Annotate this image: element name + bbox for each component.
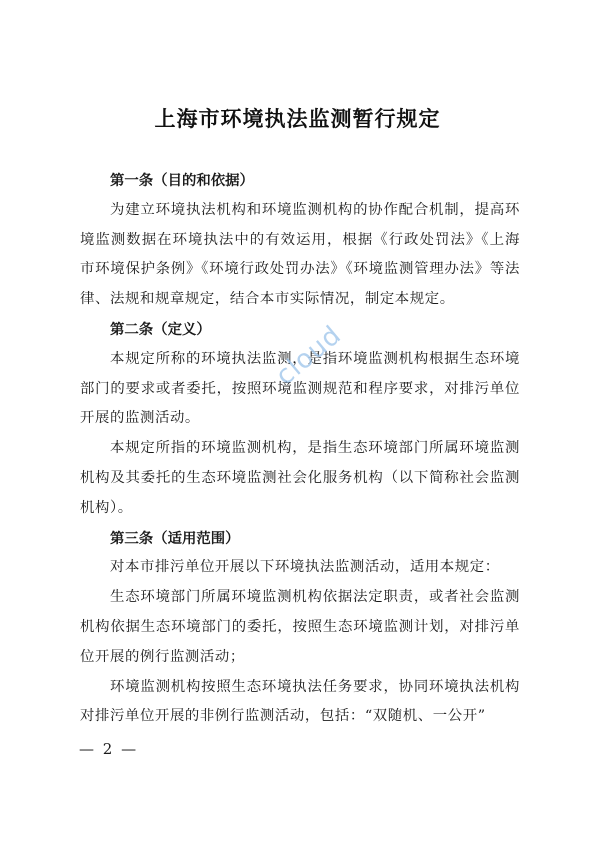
article-paragraph: 为建立环境执法机构和环境监测机构的协作配合机制，提高环境监测数据在环境执法中的有效运用，根据《行政处罚法》《上海市环境保护条例》《环境行政处罚办法》《环境监测管理办法》等法律、法规和规章规定，结合本市实际情况，制定本规定。 (80, 201, 520, 308)
article-heading: 第三条（适用范围） (110, 529, 240, 547)
document-title: 上海市环境执法监测暂行规定 (154, 106, 441, 131)
article-2 (80, 315, 520, 524)
watermark-logo: cloud (270, 320, 348, 392)
article-paragraph: 本规定所指的环境监测机构，是指生态环境部门所属环境监测机构及其委托的生态环境监测社会化服务机构（以下简称社会监测机构）。 (80, 440, 520, 516)
article-paragraph: 对本市排污单位开展以下环境执法监测活动，适用本规定： (110, 559, 500, 576)
article-3 (80, 524, 520, 733)
article-heading: 第二条（定义） (110, 320, 211, 338)
article-1 (80, 166, 520, 315)
page-number: — 2 — (79, 740, 139, 758)
article-heading: 第一条（目的和依据） (110, 172, 254, 189)
article-paragraph: 环境监测机构按照生态环境执法任务要求，协同环境执法机构对排污单位开展的非例行监测活动，包括：“双随机、一公开” (80, 678, 520, 725)
article-paragraph: 本规定所称的环境执法监测，是指环境监测机构根据生态环境部门的要求或者委托，按照环境监测规范和程序要求，对排污单位开展的监测活动。 (80, 350, 520, 427)
document-body (80, 166, 520, 732)
article-paragraph: 生态环境部门所属环境监测机构依据法定职责，或者社会监测机构依据生态环境部门的委托，按照生态环境监测计划，对排污单位开展的例行监测活动； (80, 589, 520, 665)
